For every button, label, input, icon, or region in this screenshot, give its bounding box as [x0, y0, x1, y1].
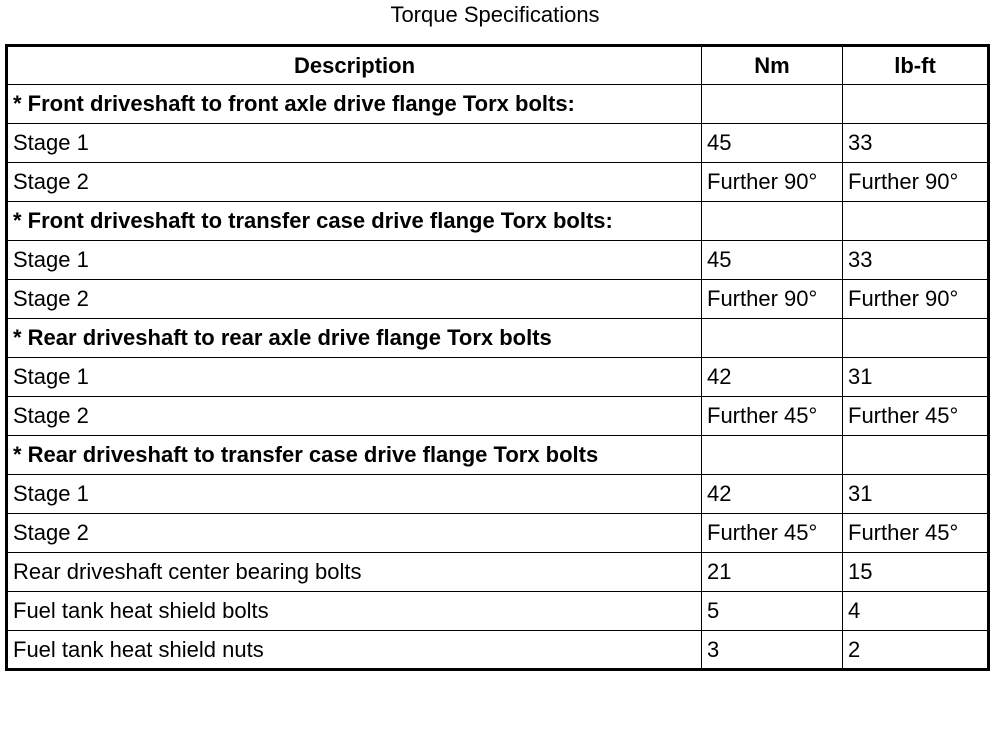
- table-row: [7, 280, 989, 319]
- cell-nm: [702, 85, 843, 124]
- cell-description: * Rear driveshaft to rear axle drive flange Torx bolts: [7, 319, 702, 358]
- table-row: [7, 397, 989, 436]
- table-row: [7, 358, 989, 397]
- table-row: [7, 475, 989, 514]
- cell-nm: 21: [702, 553, 843, 592]
- torque-spec-table: [5, 44, 990, 671]
- cell-description: Stage 1: [7, 124, 702, 163]
- cell-lbft: 33: [843, 124, 989, 163]
- cell-nm: 3: [702, 631, 843, 670]
- cell-nm: [702, 319, 843, 358]
- table-row: [7, 631, 989, 670]
- cell-description: Stage 2: [7, 163, 702, 202]
- cell-description: Stage 2: [7, 280, 702, 319]
- table-row: [7, 241, 989, 280]
- cell-lbft: 31: [843, 475, 989, 514]
- table-section-row: [7, 319, 989, 358]
- cell-lbft: [843, 85, 989, 124]
- table-row: [7, 163, 989, 202]
- cell-nm: 45: [702, 124, 843, 163]
- cell-nm: Further 45°: [702, 514, 843, 553]
- cell-description: * Front driveshaft to front axle drive flange Torx bolts:: [7, 85, 702, 124]
- cell-lbft: 4: [843, 592, 989, 631]
- cell-lbft: 33: [843, 241, 989, 280]
- cell-nm: 42: [702, 358, 843, 397]
- column-header-lbft: lb-ft: [843, 46, 989, 85]
- column-header-description: Description: [7, 46, 702, 85]
- cell-description: Fuel tank heat shield nuts: [7, 631, 702, 670]
- cell-nm: 5: [702, 592, 843, 631]
- cell-lbft: Further 90°: [843, 280, 989, 319]
- table-row: [7, 124, 989, 163]
- cell-description: Stage 1: [7, 241, 702, 280]
- table-row: [7, 514, 989, 553]
- table-section-row: [7, 85, 989, 124]
- cell-lbft: 31: [843, 358, 989, 397]
- column-header-nm: Nm: [702, 46, 843, 85]
- cell-description: Stage 1: [7, 475, 702, 514]
- cell-description: Stage 1: [7, 358, 702, 397]
- table-row: [7, 553, 989, 592]
- cell-lbft: 15: [843, 553, 989, 592]
- table-body: [7, 85, 989, 670]
- cell-lbft: [843, 202, 989, 241]
- cell-nm: 42: [702, 475, 843, 514]
- cell-description: Fuel tank heat shield bolts: [7, 592, 702, 631]
- cell-description: Stage 2: [7, 397, 702, 436]
- table-header-row: [7, 46, 989, 85]
- cell-description: Rear driveshaft center bearing bolts: [7, 553, 702, 592]
- page-title: Torque Specifications: [390, 2, 600, 27]
- table-section-row: [7, 202, 989, 241]
- cell-description: * Front driveshaft to transfer case drive flange Torx bolts:: [7, 202, 702, 241]
- table-section-row: [7, 436, 989, 475]
- cell-lbft: 2: [843, 631, 989, 670]
- table-row: [7, 592, 989, 631]
- cell-lbft: Further 90°: [843, 163, 989, 202]
- cell-description: Stage 2: [7, 514, 702, 553]
- cell-description: * Rear driveshaft to transfer case drive flange Torx bolts: [7, 436, 702, 475]
- cell-lbft: Further 45°: [843, 397, 989, 436]
- cell-nm: [702, 436, 843, 475]
- cell-nm: [702, 202, 843, 241]
- cell-lbft: [843, 436, 989, 475]
- cell-lbft: [843, 319, 989, 358]
- cell-lbft: Further 45°: [843, 514, 989, 553]
- cell-nm: Further 90°: [702, 280, 843, 319]
- cell-nm: Further 45°: [702, 397, 843, 436]
- cell-nm: 45: [702, 241, 843, 280]
- cell-nm: Further 90°: [702, 163, 843, 202]
